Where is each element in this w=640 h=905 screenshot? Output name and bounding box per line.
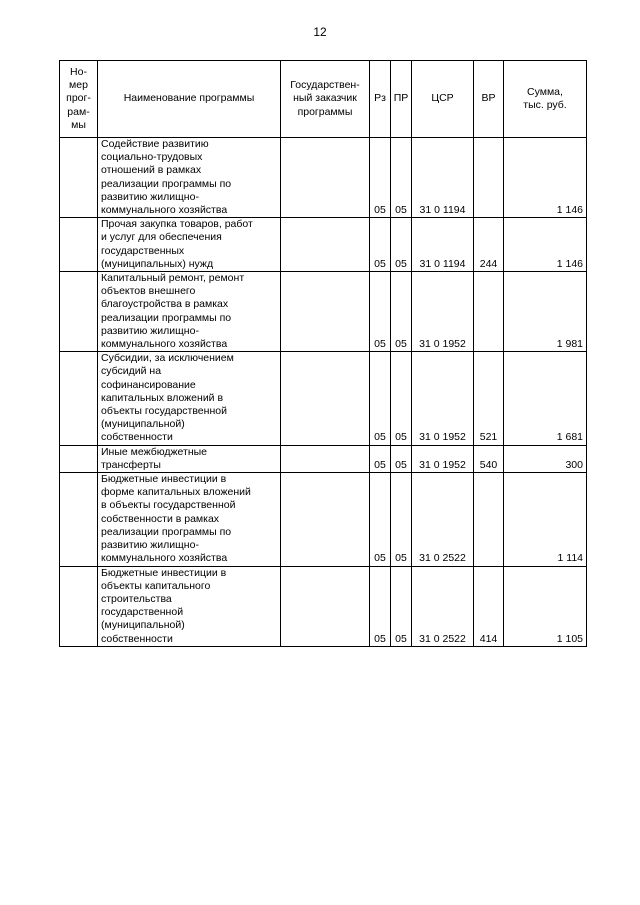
cell-pr: 05 — [391, 272, 412, 352]
header-vr: ВР — [474, 61, 504, 138]
cell-rz: 05 — [370, 445, 391, 472]
cell-sum: 1 146 — [504, 138, 587, 218]
header-csr: ЦСР — [412, 61, 474, 138]
page-number: 12 — [313, 25, 327, 39]
table-row — [60, 566, 587, 646]
cell-customer — [281, 566, 370, 646]
cell-vr — [474, 272, 504, 352]
cell-pr: 05 — [391, 445, 412, 472]
cell-csr: 31 0 1952 — [412, 445, 474, 472]
cell-program-number — [60, 218, 98, 272]
cell-sum: 1 105 — [504, 566, 587, 646]
budget-table — [59, 60, 587, 647]
cell-rz: 05 — [370, 272, 391, 352]
cell-csr: 31 0 1952 — [412, 272, 474, 352]
header-pr: ПР — [391, 61, 412, 138]
cell-pr: 05 — [391, 566, 412, 646]
cell-program-number — [60, 352, 98, 445]
cell-csr: 31 0 2522 — [412, 473, 474, 566]
cell-vr: 521 — [474, 352, 504, 445]
header-sum: Сумма, тыс. руб. — [504, 61, 587, 138]
cell-rz: 05 — [370, 473, 391, 566]
table-header-row — [60, 61, 587, 138]
cell-vr — [474, 138, 504, 218]
cell-program-name: Капитальный ремонт, ремонт объектов внешнего благоустройства в рамках реализации программы по развитию жилищно- коммунального хозяйства — [98, 272, 281, 352]
cell-program-name: Бюджетные инвестиции в форме капитальных вложений в объекты государственной собственности в рамках реализации программы по развитию жилищно- коммунального хозяйства — [98, 473, 281, 566]
cell-vr: 414 — [474, 566, 504, 646]
cell-program-name: Содействие развитию социально-трудовых отношений в рамках реализации программы по развитию жилищно- коммунального хозяйства — [98, 138, 281, 218]
table-row — [60, 445, 587, 472]
cell-vr — [474, 473, 504, 566]
cell-rz: 05 — [370, 566, 391, 646]
cell-program-name: Прочая закупка товаров, работ и услуг для обеспечения государственных (муниципальных) нужд — [98, 218, 281, 272]
cell-pr: 05 — [391, 218, 412, 272]
cell-csr: 31 0 1194 — [412, 218, 474, 272]
cell-vr: 540 — [474, 445, 504, 472]
cell-program-number — [60, 138, 98, 218]
cell-csr: 31 0 1194 — [412, 138, 474, 218]
cell-sum: 1 146 — [504, 218, 587, 272]
cell-customer — [281, 138, 370, 218]
cell-csr: 31 0 2522 — [412, 566, 474, 646]
table-row — [60, 272, 587, 352]
cell-customer — [281, 445, 370, 472]
cell-csr: 31 0 1952 — [412, 352, 474, 445]
cell-customer — [281, 473, 370, 566]
cell-rz: 05 — [370, 352, 391, 445]
cell-customer — [281, 352, 370, 445]
header-rz: Рз — [370, 61, 391, 138]
cell-sum: 1 681 — [504, 352, 587, 445]
cell-rz: 05 — [370, 218, 391, 272]
cell-pr: 05 — [391, 138, 412, 218]
table-row — [60, 218, 587, 272]
cell-pr: 05 — [391, 352, 412, 445]
table-row — [60, 138, 587, 218]
cell-program-number — [60, 445, 98, 472]
cell-pr: 05 — [391, 473, 412, 566]
cell-program-name: Субсидии, за исключением субсидий на софинансирование капитальных вложений в объекты государственной (муниципальной) собственности — [98, 352, 281, 445]
cell-sum: 1 981 — [504, 272, 587, 352]
cell-program-number — [60, 566, 98, 646]
cell-sum: 300 — [504, 445, 587, 472]
cell-sum: 1 114 — [504, 473, 587, 566]
header-customer: Государствен- ный заказчик программы — [281, 61, 370, 138]
table-row — [60, 473, 587, 566]
header-program-name: Наименование программы — [98, 61, 281, 138]
cell-vr: 244 — [474, 218, 504, 272]
cell-program-number — [60, 473, 98, 566]
cell-rz: 05 — [370, 138, 391, 218]
table-row — [60, 352, 587, 445]
cell-program-name: Бюджетные инвестиции в объекты капитального строительства государственной (муниципальной) собственности — [98, 566, 281, 646]
cell-program-name: Иные межбюджетные трансферты — [98, 445, 281, 472]
cell-customer — [281, 272, 370, 352]
cell-program-number — [60, 272, 98, 352]
header-program-number: Но- мер прог- рам- мы — [60, 61, 98, 138]
cell-customer — [281, 218, 370, 272]
